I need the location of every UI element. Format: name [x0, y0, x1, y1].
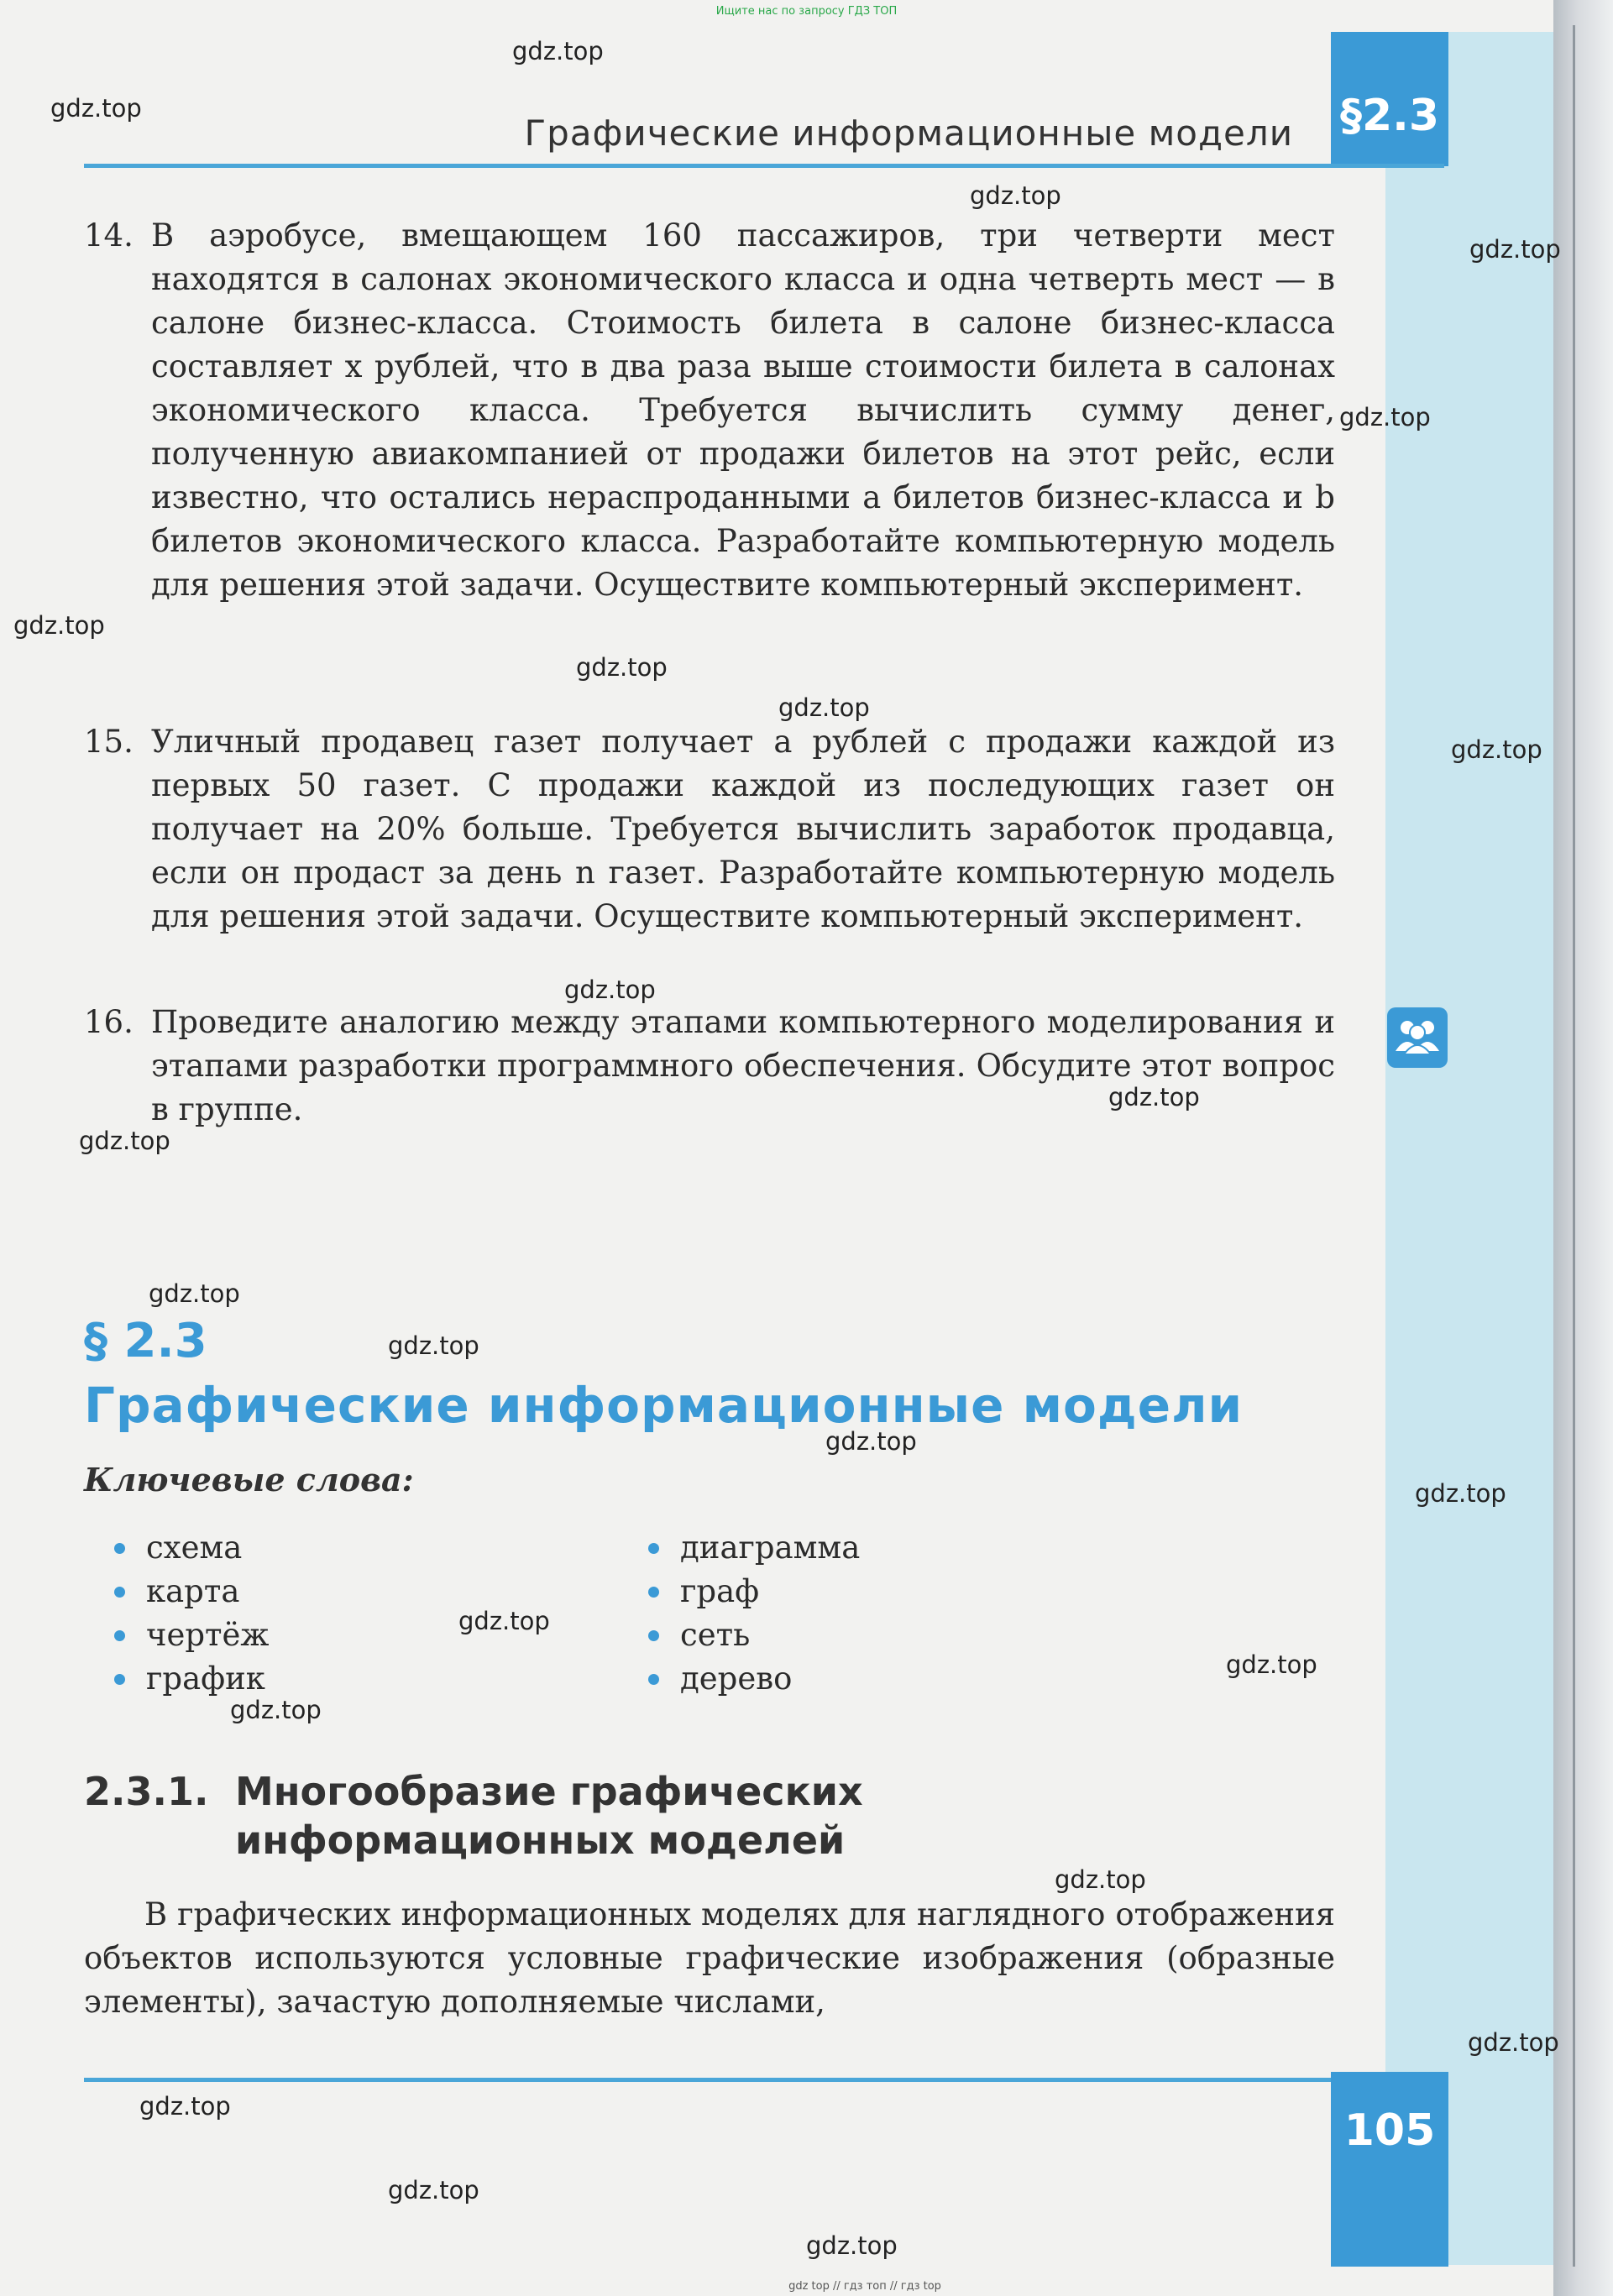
keyword-item: график [111, 1657, 269, 1701]
book-edge [1553, 0, 1613, 2296]
watermark: gdz.top [1451, 735, 1542, 764]
watermark: gdz.top [512, 37, 604, 65]
page-number: 105 [1331, 2072, 1448, 2267]
watermark: gdz.top [970, 181, 1061, 210]
task-15 [84, 720, 1335, 939]
watermark: gdz.top [825, 1427, 917, 1456]
section-number: § 2.3 [84, 1314, 207, 1368]
keywords-right-list [645, 1526, 860, 1701]
keyword-item: граф [645, 1570, 860, 1613]
watermark: gdz.top [1226, 1650, 1317, 1679]
footer-rule [84, 2078, 1335, 2082]
watermark: gdz.top [458, 1607, 550, 1635]
subsection-number: 2.3.1. [84, 1769, 209, 1814]
keyword-item: карта [111, 1570, 269, 1613]
body-paragraph: В графических информационных моделях для наглядного отображения объектов используются условные графические изображения (образные элементы), зачастую дополняемые числами, [84, 1896, 1335, 2020]
subsection-heading [84, 1767, 991, 1865]
keyword-item: чертёж [111, 1613, 269, 1657]
book-edge-line [1573, 25, 1575, 2267]
watermark: gdz.top [806, 2231, 898, 2260]
subsection-title: Многообразие графических информационных моделей [235, 1769, 863, 1863]
watermark: gdz.top [564, 975, 656, 1004]
watermark: gdz.top [79, 1127, 170, 1155]
task-text: Уличный продавец газет получает a рублей с продажи каждой из первых 50 газет. С продажи каждой из последующих газет он получает на 20% больше. Требуется вычислить заработок продавца, если он продаст за день n газет. Разработайте компьютерную модель для решения этой задачи. Осуществите компьютерный эксперимент. [151, 724, 1335, 934]
watermark: gdz.top [1415, 1479, 1506, 1508]
keyword-item: схема [111, 1526, 269, 1570]
watermark: gdz.top [1055, 1865, 1146, 1894]
watermark: gdz.top [388, 1331, 479, 1360]
bottom-note: gdz top // гдз топ // гдз top [788, 2280, 941, 2293]
task-number: 14. [84, 217, 134, 254]
watermark: gdz.top [1468, 2028, 1559, 2057]
header-rule [84, 164, 1444, 168]
watermark: gdz.top [139, 2092, 231, 2121]
running-title: Графические информационные модели [524, 112, 1293, 154]
task-number: 16. [84, 1004, 134, 1040]
watermark: gdz.top [149, 1279, 240, 1308]
margin-strip [1385, 32, 1553, 2265]
watermark: gdz.top [13, 611, 105, 640]
task-text: В аэробусе, вмещающем 160 пассажиров, три четверти мест находятся в салонах экономического класса и одна четверть мест — в салоне бизнес-класса. Стоимость билета в салоне бизнес-класса составляет x рублей, что в два раза выше стоимости билета в салонах экономического класса. Требуется вычислить сумму денег, полученную авиакомпанией от продажи билетов на этот рейс, если известно, что остались нераспроданными a билетов бизнес-класса и b билетов экономического класса. Разработайте компьютерную модель для решения этой задачи. Осуществите компьютерный эксперимент. [151, 217, 1335, 603]
watermark: gdz.top [1339, 403, 1431, 431]
watermark: gdz.top [230, 1696, 322, 1724]
section-title: Графические информационные модели [84, 1377, 1244, 1434]
section-tab: §2.3 [1331, 32, 1448, 166]
task-text: Проведите аналогию между этапами компьютерного моделирования и этапами разработки программного обеспечения. Обсудите этот вопрос в группе. [151, 1004, 1335, 1127]
watermark: gdz.top [576, 653, 668, 682]
keywords-left-list [111, 1526, 269, 1701]
watermark: gdz.top [50, 94, 142, 123]
watermark: gdz.top [1469, 235, 1561, 264]
task-14 [84, 214, 1335, 607]
keywords-label: Ключевые слова: [84, 1461, 414, 1498]
task-16 [84, 1001, 1335, 1132]
task-number: 15. [84, 724, 134, 760]
top-note: Ищите нас по запросу ГДЗ ТОП [715, 5, 898, 18]
keyword-item: сеть [645, 1613, 860, 1657]
keyword-item: дерево [645, 1657, 860, 1701]
keyword-item: диаграмма [645, 1526, 860, 1570]
watermark: gdz.top [1108, 1083, 1200, 1111]
group-work-icon [1387, 1007, 1448, 1068]
watermark: gdz.top [778, 693, 870, 722]
watermark: gdz.top [388, 2176, 479, 2204]
